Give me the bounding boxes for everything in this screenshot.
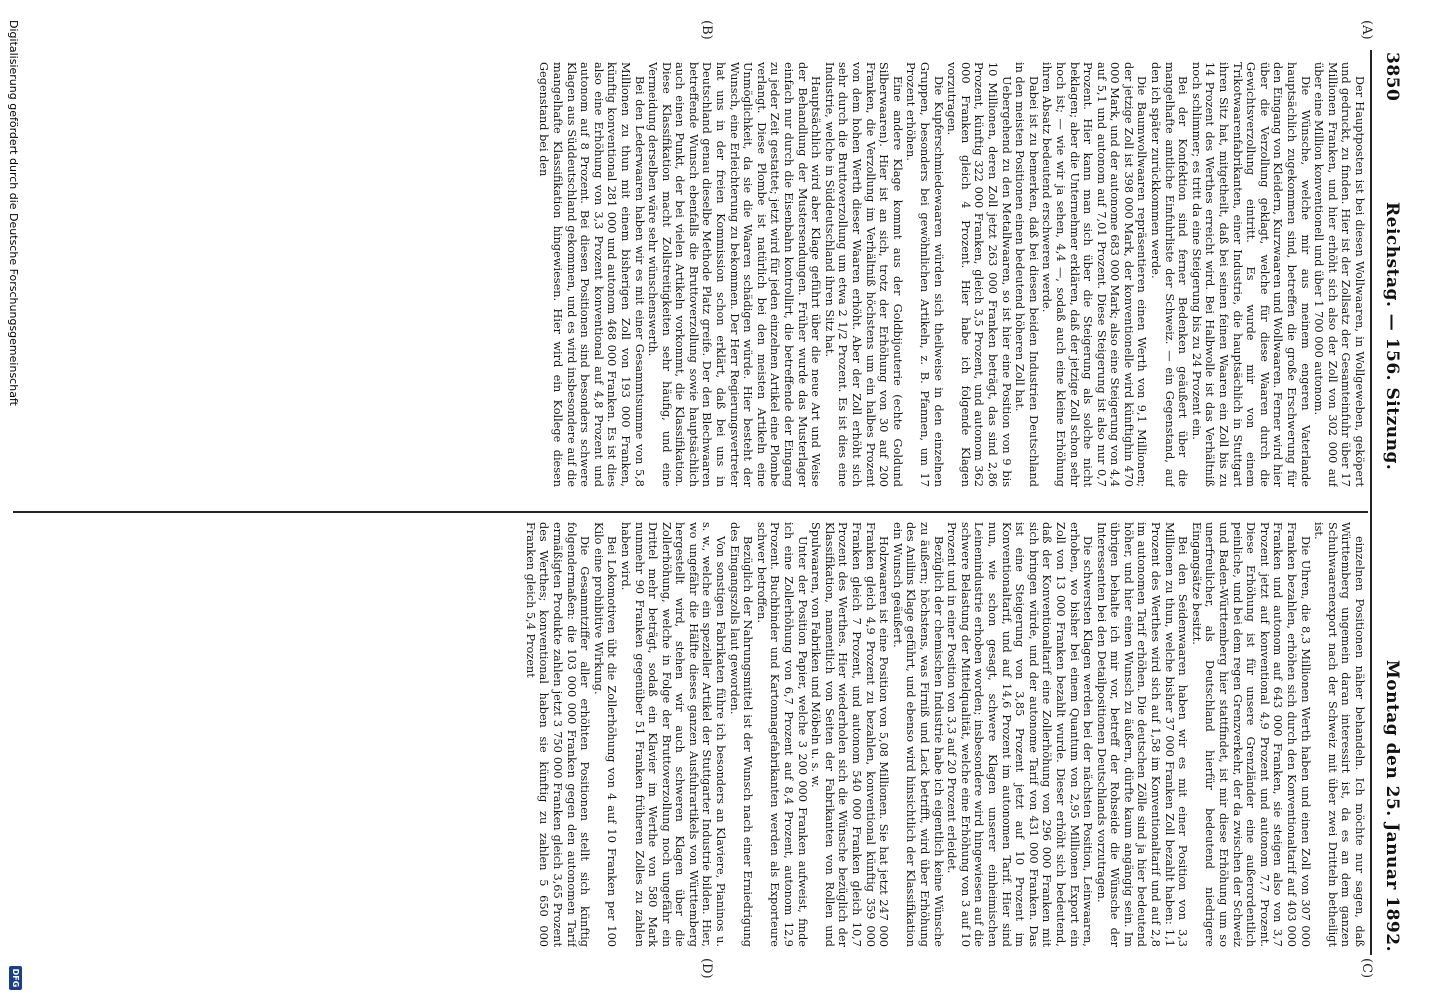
left-column xyxy=(21,62,1366,487)
paragraph: Uebergehend zu den Metallwaaren, so ist hier eine Position von 9 bis 10 Millionen, deren Zoll jetzt 263 000 Franken beträgt, das sind 2,86 Prozent, künftig 322 000 Franken, gleich 3,5 Prozent, und autonom 362 000 Franken gleich 4 Prozent. Hier habe ich folgende Klagen vorzutragen. xyxy=(945,62,1013,487)
paragraph: Hauptsächlich wird aber Klage geführt über die neue Art und Weise der Behandlung der Mustersendungen. Früher wurde das Musterlager einfach nur durch die Eisenbahn kontrollirt, die betreffende der Eingang zu jeder Zeit gestattet; jetzt wird für jeden einzelnen Artikel eine Plombe verlangt. Diese Plombe ist natürlich bei den meisten Artikeln eine Unmöglichkeit, da sie die Waaren schädigen würde. Hier besteht der Wunsch, eine Erleichterung zu bekommen. Der Herr Regierungsvertreter hat uns in der freien Kommission schon erklärt, daß bei uns in Deutschland genau dieselbe Methode Platz greife. Der den Blechwaaren betreffende Wunsch ebenfalls die Bruttoverzollung sowie hauptsächlich auch einen Punkt, der bei vielen Artikeln vorkommt, die Klassifikation. Diese Klassifikation macht Zollstreitigkeiten sehr häufig, und eine Vermeidung derselben wäre sehr wünschenswerth. xyxy=(646,62,823,487)
page-header xyxy=(1376,52,1402,952)
header-rule xyxy=(1370,50,1372,955)
paragraph: Holzwaaren ist eine Position von 5,08 Millionen. Sie hat jetzt 247 000 Franken gleich 4,9 Prozent zu bezahlen, konventional künftig 359 000 Franken gleich 7 Prozent, und autonom 540 000 Franken gleich 10,7 Prozent des Werthes. Hier wiederholen sich die Wünsche bezüglich der Klassifikation, namentlich von Seiten der Fabrikanten von Rollen und Spulwaaren, von Fabriken und Möbeln u. s. w. xyxy=(809,522,891,947)
paragraph: Die schwersten Klagen werden bei der nächsten Position, Leinwaaren, erhoben, wo bisher bei einem Quantum von 2,95 Millionen Export ein Zoll von 13 000 Franken bezahlt wurde. Dieser erhöht sich bedeutend, daß der Konventionaltarif eine Zollerhöhung von 296 000 Franken mit sich bringen würde, und der autonome Tarif von 431 000 Franken. Das ist eine Steigerung von 3,85 Prozent jetzt auf 10 Prozent im Konventionaltarif, und auf 14,6 Prozent im autonomen Tarif. Hier sind nun, wie schon gesagt, schwere Klagen unserer einheimischen Leinenindustrie erhoben worden; insbesondere wird hingewiesen auf die schwere Belastung der Mittelqualität, welche eine Erhöhung von 3 auf 10 Prozent und in einer Position von 3,3 auf 20 Prozent erleidet. xyxy=(945,522,1095,947)
session-title: Reichstag. — 156. Sitzung. xyxy=(1382,202,1402,471)
paragraph: Bei den Seidenwaaren haben wir es mit einer Position von 3,3 Millionen zu thun, welche bisher 37 000 Franken Zoll bezahlt haben: 1,1 Prozent des Werthes wird sich auf 1,58 im Konventionaltarif und auf 2,8 im autonomen Tarif erhöhen. Die deutschen Zölle sind ja hier bedeutend höher, und hier einen Wunsch zu äußern, dürfte kaum angängig sein. Im übrigen behalte ich mir vor, betreff der Rohseide die Wünsche der Interessenten bei den Detailpositionen Deutschlands vorzutragen. xyxy=(1094,522,1190,947)
paragraph: Die Baumwollwaaren repräsentieren einen Werth von 9,1 Millionen; der jetzige Zoll ist 398 000 Mark, der konventionelle wird künftighin 470 000 Mark, und der autonome 683 000 Mark; also eine Steigerung von 4,4 auf 5,1 und autonom auf 7,01 Prozent. Diese Steigerung ist also nur 0,7 Prozent. Hier kann man sich über die Steigerung als solche nicht beklagen; aber die Unternehmer erklären, daß der jetzige Zoll schon sehr hoch ist; — wie wir ja sehen, 4,4 —, sodaß auch eine kleine Erhöhung ihren Absatz bedeutend erschweren werde. xyxy=(1040,62,1149,487)
margin-marker-b: (B) xyxy=(699,20,714,40)
paragraph: einzelnen Positionen näher behandeln. Ich möchte nur sagen, daß Württemberg ungemein daran interessirt ist, da es an dem ganzen Schuhwaarenexport nach der Schweiz mit über zwei Dritteln betheiligt ist. xyxy=(1312,522,1366,947)
paragraph: Die Kupferschmiedewaaren würden sich theilweise in den einzelnen Gruppen, besonders bei gewöhnlichen Artikeln, z. B. Pfannen, um 17 Prozent erhöhen. xyxy=(904,62,945,487)
paragraph: Bezüglich der Nahrungsmittel ist der Wunsch nach einer Erniedrigung des Eingangszolls laut geworden. xyxy=(727,522,755,947)
paragraph: Von sonstigen Fabrikaten führe ich besonders an Klaviere, Pianinos u. s. w., welche ein spezieller Artikel der Stuttgarter Industrie bilden. Hier, wo ungefähr die Hälfte dieses ganzen Ausfuhrartikels von Württemberg hergestellt wird, stehen wir auch schweren Klagen über die Zollerhöhung, welche in Folge der Bruttoverzollung noch ungefähr ein Drittel mehr beträgt, sodaß ein Klavier im Werthe von 580 Mark nunmehr 90 Franken gegenüber 51 Franken früheren Zolles zu zahlen haben wird. xyxy=(618,522,728,947)
paragraph: Dabei ist zu bemerken, daß bei diesen beiden Industrien Deutschland in den meisten Positionen einen bedeutend höheren Zoll hat. xyxy=(1013,62,1040,487)
margin-marker-a: (A) xyxy=(1359,20,1374,40)
paragraph: Der Hauptposten ist bei diesen Wollwaaren, in Wollgeweben, geköpert und gedruckt, zu finden. Hier ist der Zollsatz der Gesamteinfuhr über 17 Millionen Franken, und hier erhöht sich also der Zoll von 302 000 auf über eine Million konventionell und über 1 700 000 autonom. xyxy=(1312,62,1366,487)
page-number: 3850 xyxy=(1382,52,1402,102)
paragraph: Bei den Lederwaaren haben wir es mit einer Gesammtsumme von 5,8 Millionen zu thun mit einem bisherigen Zoll von 193 000 Franken, künftig konventional 281 000 und autonom 468 000 Franken. Es ist dies also eine Erhöhung von 3,3 Prozent konventional auf 4,8 Prozent und autonom auf 8 Prozent. Bei diesen Positionen sind besonders schwere Klagen aus Süddeutschland gekommen, und es wird insbesondere auf die mangelhafte Klassifikation hingewiesen. Hier wird ein Kollege diesen Gegenstand bei den xyxy=(537,62,646,487)
column-divider xyxy=(13,511,1368,513)
paragraph: Bei der Konfektion sind ferner Bedenken geäußert über die mangelhafte amtliche Einfuhrliste der Schweiz. — ein Gegenstand, auf den ich später zurückkommen werde. xyxy=(1149,62,1190,487)
paragraph: Die Gesammtziffer aller erhöhten Positionen stellt sich künftig folgendermaßen: die 103 000 000 Franken gegen den autonomen Tarif ermäßigten Produkte zahlen jetzt 3 750 000 Franken gleich 3,65 Prozent des Werthes; konventional haben sie künftig zu zahlen 5 650 000 Franken gleich 5,4 Prozent xyxy=(523,522,592,947)
margin-marker-c: (C) xyxy=(1359,958,1374,979)
paragraph: Bei Lokomotiven übt die Zollerhöhung von 4 auf 10 Franken per 100 Kilo eine prohibitive Wirkung. xyxy=(591,522,619,947)
margin-marker-d: (D) xyxy=(699,958,714,979)
paragraph: Die Uhren, die 8,3 Millionen Werth haben und einen Zoll von 307 000 Franken bezahlen, erhöhen sich durch den Konventionaltarif auf 403 000 Franken und autonom auf 643 000 Franken, sie steigen also von 3,7 Prozent jetzt auf konventional 4,9 Prozent und autonom 7,7 Prozent. Diese Erhöhung ist für unsere Grenzländer eine außerordentlich peinliche, und bei dem regen Grenzverkehr, der da zwischen der Schweiz und Baden-Württemberg hier stattfindet, ist mir diese Erhöhung um so unerfreulicher, als Deutschland hierfür bedeutend niedrigere Eingangsätze besitzt. xyxy=(1189,522,1312,947)
session-date: Montag den 25. Januar 1892. xyxy=(1382,659,1402,952)
paragraph: Bezüglich der chemischen Industrie habe ich eigentlich keine Wünsche zu äußern; höchstens, was Firniß und Lack betrifft, wird über Erhöhung des Anilins Klage geführt, und ebenso wird hinsichtlich der Klassifikation ein Wunsch geäußert. xyxy=(890,522,945,947)
credit-text: Digitalisierung gefördert durch die Deutsche Forschungsgemeinschaft xyxy=(7,20,20,406)
digitization-credit xyxy=(4,0,22,1000)
paragraph: Eine andere Klage kommt aus der Goldbijouterie (echte Goldund Silberwaaren). Hier ist an sich, trotz der Erhöhung von 30 auf 200 Franken, die Verzollung im Verhältniß höchstens um ein halbes Prozent von dem hohen Werth dieser Waaren erhöht. Aber der Zoll erhöht sich sehr durch die Bruttoverzollung um etwa 2 1/2 Prozent. Es ist dies eine Industrie, welche in Süddeutschland ihren Sitz hat. xyxy=(822,62,904,487)
paragraph: Unter der Position Papier, welche 3 200 000 Franken aufweist, finde ich eine Zollerhöhung von 6,7 Prozent auf 8,4 Prozent, autonom 12,9 Prozent. Buchbinder und Kartonnagefabrikanten werden als Exporteure schwer betroffen. xyxy=(754,522,809,947)
right-column xyxy=(21,522,1366,947)
dfg-logo: DFG xyxy=(9,966,22,990)
paragraph: Die Wünsche, welche mir aus meinem engeren Vaterlande hauptsächlich zugekommen sind, betreffen die große Erschwerung für den Eingang von Kleidern, Kurzwaaren und Wollwaaren. Ferner wird hier über die Verzollung geklagt, welche für diese Waaren durch die Gewichtsverzollung eintritt. Es wurde mir von einem Trikotwaarenfabrikanten, einer Industrie, die hauptsächlich in Stuttgart ihren Sitz hat, mitgetheilt, daß bei seinen feinen Waaren ein Zoll bis zu 14 Prozent des Werthes erreicht wird. Bei Halbwolle ist das Verhältniß noch schlimmer; es tritt da eine Steigerung bis zu 24 Prozent ein. xyxy=(1189,62,1312,487)
